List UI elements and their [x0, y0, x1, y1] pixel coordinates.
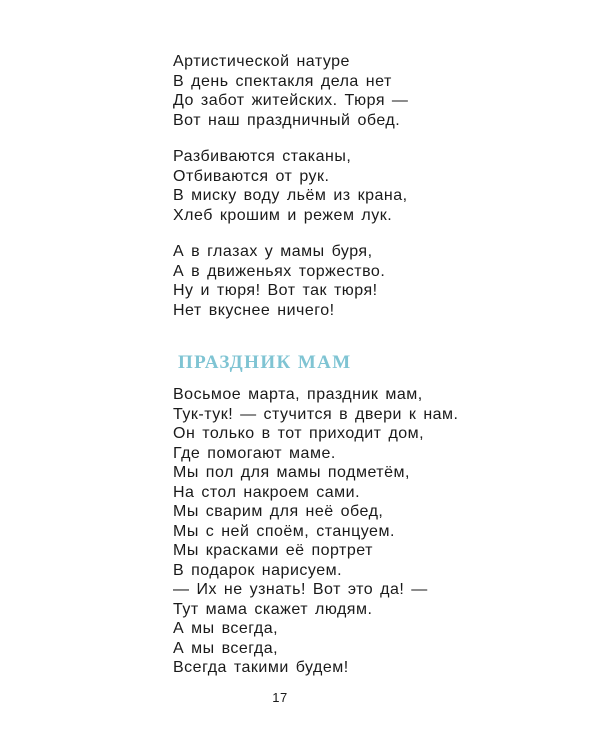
- verse-line: В миску воду льём из крана,: [173, 187, 408, 204]
- verse-line: Мы с ней споём, станцуем.: [173, 522, 395, 540]
- stanza: [173, 52, 408, 130]
- verse-line: На стол накроем сами.: [173, 483, 361, 501]
- verse-line: Тут мама скажет людям.: [173, 600, 373, 618]
- verse-line: Нет вкуснее ничего!: [173, 301, 335, 319]
- verse-line: Мы красками её портрет: [173, 542, 373, 559]
- verse-line: А в глазах у мамы буря,: [173, 243, 373, 260]
- verse-line: В подарок нарисуем.: [173, 561, 343, 579]
- verse-line: Мы пол для мамы подметём,: [173, 464, 410, 481]
- verse-line: Отбиваются от рук.: [173, 167, 330, 185]
- verse-line: Тук-тук! — стучится в двери к нам.: [173, 405, 459, 423]
- verse-line: В день спектакля дела нет: [173, 72, 392, 90]
- verse-line: Разбиваются стаканы,: [173, 148, 352, 165]
- stanza: [173, 147, 408, 225]
- verse-line: А мы всегда,: [173, 639, 279, 657]
- stanza: [173, 385, 459, 678]
- verse-line: До забот житейских. Тюря —: [173, 92, 409, 109]
- verse-line: Ну и тюря! Вот так тюря!: [173, 282, 378, 299]
- verse-line: А мы всегда,: [173, 620, 279, 637]
- poem-title: ПРАЗДНИК МАМ: [178, 352, 352, 373]
- page-number: 17: [272, 690, 288, 705]
- verse-line: А в движеньях торжество.: [173, 262, 386, 280]
- verse-line: Вот наш праздничный обед.: [173, 111, 401, 129]
- verse-line: Артистической натуре: [173, 53, 350, 70]
- verse-line: — Их не узнать! Вот это да! —: [173, 581, 428, 598]
- verse-line: Восьмое марта, праздник мам,: [173, 386, 423, 403]
- verse-line: Где помогают маме.: [173, 444, 336, 462]
- stanza: [173, 242, 385, 320]
- verse-line: Мы сварим для неё обед,: [173, 503, 384, 520]
- verse-line: Хлеб крошим и режем лук.: [173, 206, 393, 224]
- verse-line: Всегда такими будем!: [173, 659, 349, 676]
- verse-line: Он только в тот приходит дом,: [173, 425, 425, 442]
